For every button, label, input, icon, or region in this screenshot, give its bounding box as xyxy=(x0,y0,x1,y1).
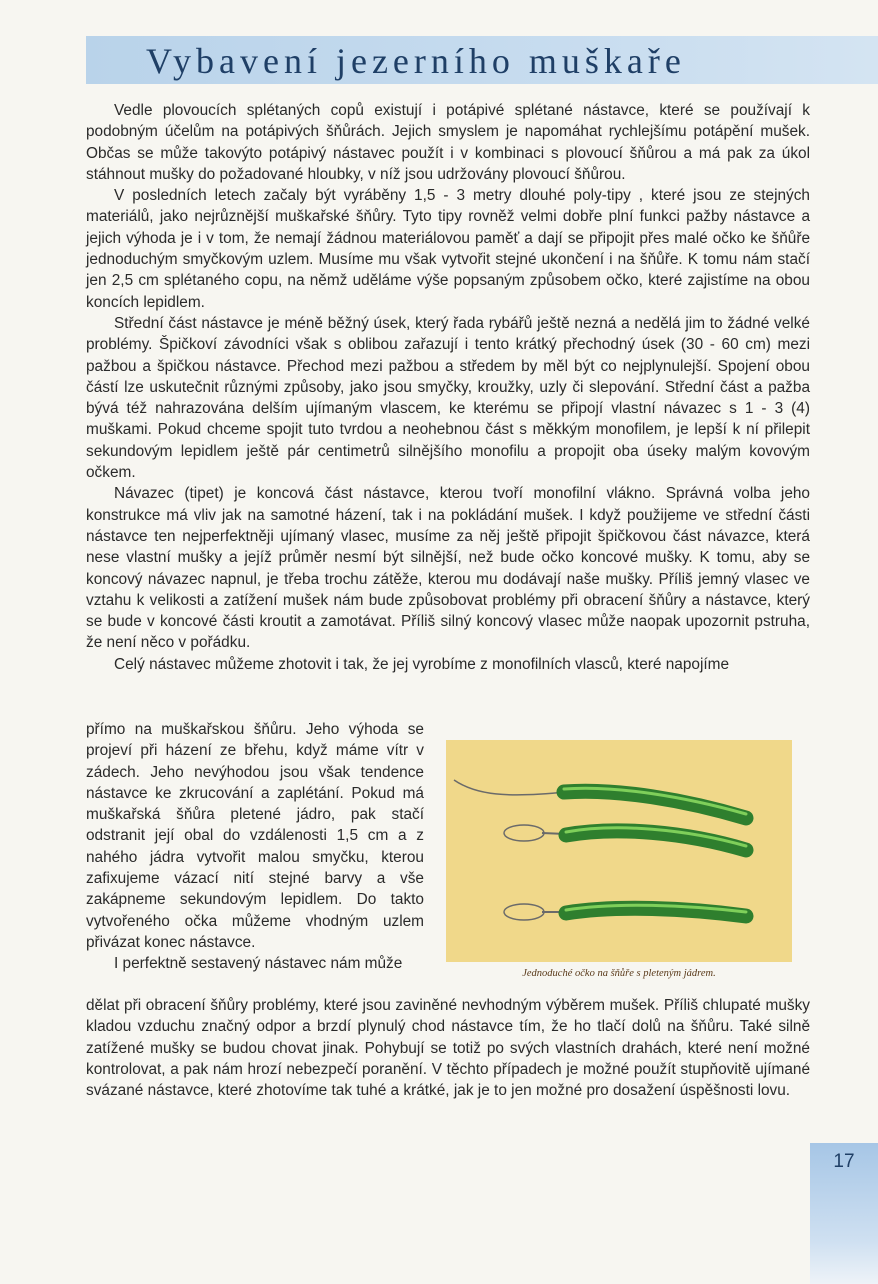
line-loop-illustration xyxy=(446,740,792,962)
paragraph-4: Návazec (tipet) je koncová část nástavce, kterou tvoří monofilní vlákno. Správná volba jeho konstrukce má vliv jak na samotné házení, tak i na pokládání mušek. I když použijeme ve střední části nástavce ten nejperfektněji ujímaný vlasec, musíme za něj ještě připojit špičkovou část návazce, která nese vlastní mušky a jejíž průměr nesmí být silnější, než bude očko koncové mušky. K tomu, aby se koncový návazec napnul, je třeba trochu zátěže, kterou mu dodávají naše mušky. Příliš jemný vlasec ve vztahu k velikosti a zatížení mušek nám bude způsobovat problémy při obracení šňůry a nástavce, který se bude v koncové části kroutit a zamotávat. Příliš silný koncový vlasec může naopak upozornit pstruha, že není něco v pořádku. xyxy=(86,485,810,652)
paragraph-1: Vedle plovoucích splétaných copů existují i potápivé splétané nástavce, které se používají k podobným účelům na potápivých šňůrách. Jejich smyslem je napomáhat rychlejšímu potápění mušek. Občas se může takovýto potápivý nástavec použít i v kombinaci s plovoucí šňůrou a má pak za úkol stáhnout mušky do požadované hloubky, v níž jsou udržovány plovoucí šňůrou. xyxy=(86,102,810,183)
loop-2 xyxy=(504,825,544,841)
paragraph-6-start: I perfektně sestavený nástavec nám může xyxy=(114,955,403,973)
wrapped-text xyxy=(86,719,424,975)
paragraph-5-continued: přímo na muškařskou šňůru. Jeho výhoda se projeví při házení ze břehu, když máme vítr v zádech. Jeho nevýhodou jsou však tendence nástavce ke zkrucování a zaplétání. Pokud má muškařská šňůra pletené jádro, pak stačí odstranit její obal do vzdálenosti 1,5 cm a z nahého jádra vytvořit malou smyčku, kterou zafixujeme vázací nití stejné barvy a vše zakápneme sekundovým lepidlem. Do takto vytvořeného očka můžeme vhodným uzlem přivázat konec nástavce. xyxy=(86,721,424,951)
paragraph-5: Celý nástavec můžeme zhotovit i tak, že jej vyrobíme z monofilních vlasců, které napojíme xyxy=(114,655,730,673)
paragraph-2: V posledních letech začaly být vyráběny 1,5 - 3 metry dlouhé poly-tipy , které jsou ze stejných materiálů, jako nejrůznější muškařské šňůry. Tyto tipy rovněž velmi dobře plní funkci pažby nástavce a jejich výhoda je i v tom, že nemají žádnou materiálovou paměť a dají se připojit přes malé očko ke šňůře jednoduchým smyčkovým uzlem. Musíme mu však vytvořit stejné ukončení i na šňůře. K tomu nám stačí jen 2,5 cm splétaného copu, na němž uděláme výše popsaným způsobem očko, které zajistíme na obou koncích lepidlem. xyxy=(86,187,810,311)
title-band xyxy=(86,36,878,84)
page-title: Vybavení jezerního muškaře xyxy=(146,41,686,81)
page-number-band xyxy=(810,1143,878,1284)
paragraph-6-continued: dělat při obracení šňůry problémy, které jsou zaviněné nevhodným výběrem mušek. Příliš chlupaté mušky kladou vzduchu značný odpor a brzdí plynulý chod nástavce tím, že ho tlačí dolů na šňůru. Také silně zatížené mušky se budou chovat jinak. Pohybují se totiž po svých vlastních drahách, které není možné kontrolovat, a pak nám hrozí nebezpečí poranění. V těchto případech je možné použít stupňovitě ujímané svázané nástavce, které zhotovíme tak tuhé a krátké, jak je to jen možné pro dosažení úspěšnosti lovu. xyxy=(86,997,810,1100)
fly-line-loops-drawing xyxy=(446,740,792,962)
leader-line-1 xyxy=(454,780,566,795)
main-text xyxy=(86,100,810,675)
loop-3 xyxy=(504,904,544,920)
figure-caption: Jednoduché očko na šňůře s pleteným jádrem. xyxy=(522,968,716,979)
bottom-text xyxy=(86,995,810,1101)
paragraph-3: Střední část nástavce je méně běžný úsek, který řada rybářů ještě nezná a nedělá jim to žádné velké problémy. Špičkoví závodníci však s oblibou zařazují i tento krátký přechodný úsek (30 - 60 cm) mezi pažbou a špičkou nástavce. Přechod mezi pažbou a středem by měl být co nejplynulejší. Spojení obou částí lze uskutečnit různými způsoby, jako jsou smyčky, kroužky, uzly či slepování. Střední část a pažba bývá též nahrazována delším ujímaným vlascem, ke kterému se připojí vlastní návazec s 1 - 3 (4) muškami. Pokud chceme spojit tuto tvrdou a neohebnou část s měkkým monofilem, je lepší k ní přilepit sekundovým lepidlem ještě pár centimetrů silnějšího monofilu a propojit oba úseky malým kovovým očkem. xyxy=(86,314,810,482)
page-number: 17 xyxy=(833,1151,855,1172)
